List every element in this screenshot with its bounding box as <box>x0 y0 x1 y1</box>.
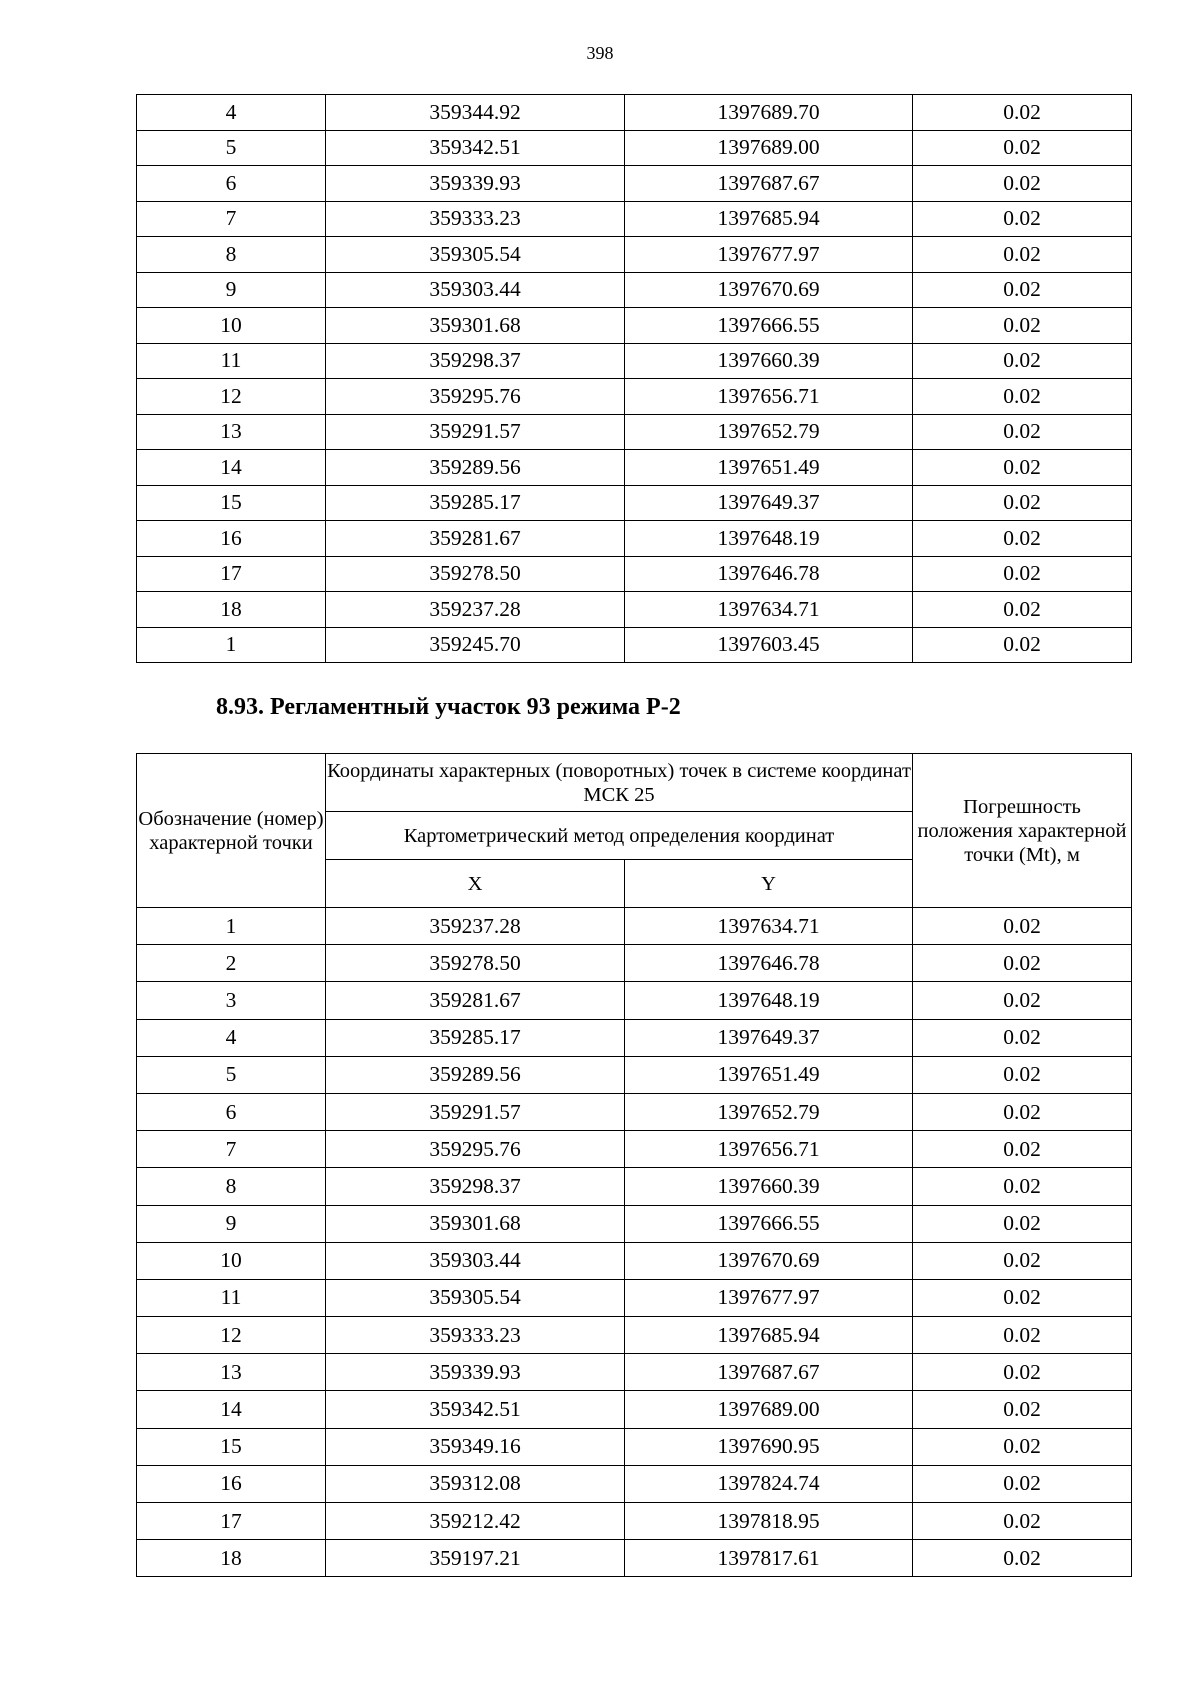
x-coordinate-cell: 359289.56 <box>326 450 625 486</box>
coordinates-table-body <box>137 908 1132 1577</box>
table-row <box>137 1540 1132 1577</box>
point-number-cell: 14 <box>137 1391 326 1428</box>
x-coordinate-cell: 359298.37 <box>326 1168 625 1205</box>
error-cell: 0.02 <box>913 379 1132 415</box>
x-coordinate-cell: 359237.28 <box>326 592 625 628</box>
table-row <box>137 908 1132 945</box>
error-cell: 0.02 <box>913 450 1132 486</box>
y-coordinate-cell: 1397818.95 <box>625 1503 913 1540</box>
page-number: 398 <box>586 43 614 63</box>
y-coordinate-cell: 1397666.55 <box>625 308 913 344</box>
error-cell: 0.02 <box>913 414 1132 450</box>
error-cell: 0.02 <box>913 272 1132 308</box>
table-row <box>137 1354 1132 1391</box>
error-cell: 0.02 <box>913 237 1132 273</box>
error-cell: 0.02 <box>913 1242 1132 1279</box>
x-coordinate-cell: 359212.42 <box>326 1503 625 1540</box>
y-coordinate-cell: 1397652.79 <box>625 1093 913 1130</box>
x-coordinate-cell: 359344.92 <box>326 95 625 131</box>
table-row <box>137 521 1132 557</box>
y-coordinate-cell: 1397649.37 <box>625 485 913 521</box>
table-row <box>137 450 1132 486</box>
y-coordinate-cell: 1397649.37 <box>625 1019 913 1056</box>
error-cell: 0.02 <box>913 1279 1132 1316</box>
y-coordinate-cell: 1397603.45 <box>625 627 913 663</box>
y-coordinate-cell: 1397651.49 <box>625 1056 913 1093</box>
table-row <box>137 1019 1132 1056</box>
x-coordinate-cell: 359333.23 <box>326 201 625 237</box>
point-number-cell: 17 <box>137 556 326 592</box>
point-number-cell: 1 <box>137 627 326 663</box>
x-coordinate-cell: 359333.23 <box>326 1317 625 1354</box>
error-cell: 0.02 <box>913 343 1132 379</box>
x-coordinate-cell: 359303.44 <box>326 1242 625 1279</box>
x-coordinate-cell: 359305.54 <box>326 1279 625 1316</box>
point-number-cell: 18 <box>137 1540 326 1577</box>
x-coordinate-cell: 359301.68 <box>326 308 625 344</box>
x-coordinate-cell: 359339.93 <box>326 166 625 202</box>
point-number-cell: 16 <box>137 1465 326 1502</box>
x-coordinate-cell: 359281.67 <box>326 521 625 557</box>
error-cell: 0.02 <box>913 556 1132 592</box>
error-cell: 0.02 <box>913 1168 1132 1205</box>
table-row <box>137 1093 1132 1130</box>
x-coordinate-cell: 359278.50 <box>326 556 625 592</box>
table-row <box>137 1317 1132 1354</box>
point-number-cell: 7 <box>137 201 326 237</box>
table-row <box>137 95 1132 131</box>
point-number-cell: 11 <box>137 1279 326 1316</box>
point-number-cell: 8 <box>137 1168 326 1205</box>
point-number-cell: 16 <box>137 521 326 557</box>
x-coordinate-cell: 359295.76 <box>326 1131 625 1168</box>
table-row <box>137 343 1132 379</box>
error-cell: 0.02 <box>913 1391 1132 1428</box>
y-coordinate-cell: 1397670.69 <box>625 1242 913 1279</box>
error-cell: 0.02 <box>913 521 1132 557</box>
header-y: Y <box>625 860 913 908</box>
x-coordinate-cell: 359291.57 <box>326 414 625 450</box>
y-coordinate-cell: 1397634.71 <box>625 908 913 945</box>
point-number-cell: 14 <box>137 450 326 486</box>
y-coordinate-cell: 1397660.39 <box>625 343 913 379</box>
x-coordinate-cell: 359339.93 <box>326 1354 625 1391</box>
point-number-cell: 1 <box>137 908 326 945</box>
table-row <box>137 237 1132 273</box>
x-coordinate-cell: 359237.28 <box>326 908 625 945</box>
table-row <box>137 945 1132 982</box>
error-cell: 0.02 <box>913 1540 1132 1577</box>
table-row <box>137 1242 1132 1279</box>
error-cell: 0.02 <box>913 1131 1132 1168</box>
y-coordinate-cell: 1397685.94 <box>625 201 913 237</box>
coordinates-table-continued-body <box>137 95 1132 663</box>
y-coordinate-cell: 1397646.78 <box>625 556 913 592</box>
y-coordinate-cell: 1397656.71 <box>625 1131 913 1168</box>
x-coordinate-cell: 359303.44 <box>326 272 625 308</box>
x-coordinate-cell: 359349.16 <box>326 1428 625 1465</box>
error-cell: 0.02 <box>913 627 1132 663</box>
point-number-cell: 4 <box>137 95 326 131</box>
header-method: Картометрический метод определения координат <box>326 812 913 860</box>
point-number-cell: 13 <box>137 1354 326 1391</box>
y-coordinate-cell: 1397689.00 <box>625 1391 913 1428</box>
table-row <box>137 1279 1132 1316</box>
y-coordinate-cell: 1397689.00 <box>625 130 913 166</box>
y-coordinate-cell: 1397652.79 <box>625 414 913 450</box>
y-coordinate-cell: 1397648.19 <box>625 521 913 557</box>
section-heading: 8.93. Регламентный участок 93 режима Р-2 <box>216 694 681 720</box>
y-coordinate-cell: 1397651.49 <box>625 450 913 486</box>
y-coordinate-cell: 1397690.95 <box>625 1428 913 1465</box>
y-coordinate-cell: 1397677.97 <box>625 237 913 273</box>
x-coordinate-cell: 359312.08 <box>326 1465 625 1502</box>
point-number-cell: 17 <box>137 1503 326 1540</box>
point-number-cell: 7 <box>137 1131 326 1168</box>
error-cell: 0.02 <box>913 308 1132 344</box>
y-coordinate-cell: 1397817.61 <box>625 1540 913 1577</box>
x-coordinate-cell: 359245.70 <box>326 627 625 663</box>
error-cell: 0.02 <box>913 1019 1132 1056</box>
table-row <box>137 1056 1132 1093</box>
header-position-error: Погрешность положения характерной точки (Mt), м <box>913 754 1132 908</box>
error-cell: 0.02 <box>913 1428 1132 1465</box>
point-number-cell: 2 <box>137 945 326 982</box>
point-number-cell: 13 <box>137 414 326 450</box>
error-cell: 0.02 <box>913 130 1132 166</box>
error-cell: 0.02 <box>913 1503 1132 1540</box>
table-row <box>137 272 1132 308</box>
x-coordinate-cell: 359305.54 <box>326 237 625 273</box>
point-number-cell: 10 <box>137 1242 326 1279</box>
table-row <box>137 166 1132 202</box>
x-coordinate-cell: 359285.17 <box>326 1019 625 1056</box>
x-coordinate-cell: 359295.76 <box>326 379 625 415</box>
point-number-cell: 12 <box>137 379 326 415</box>
table-row <box>137 1465 1132 1502</box>
table-row <box>137 1131 1132 1168</box>
error-cell: 0.02 <box>913 95 1132 131</box>
x-coordinate-cell: 359291.57 <box>326 1093 625 1130</box>
table-row <box>137 592 1132 628</box>
table-row <box>137 414 1132 450</box>
x-coordinate-cell: 359289.56 <box>326 1056 625 1093</box>
error-cell: 0.02 <box>913 592 1132 628</box>
table-row <box>137 1168 1132 1205</box>
x-coordinate-cell: 359298.37 <box>326 343 625 379</box>
table-row <box>137 1428 1132 1465</box>
error-cell: 0.02 <box>913 945 1132 982</box>
point-number-cell: 4 <box>137 1019 326 1056</box>
y-coordinate-cell: 1397660.39 <box>625 1168 913 1205</box>
x-coordinate-cell: 359281.67 <box>326 982 625 1019</box>
table-row <box>137 485 1132 521</box>
x-coordinate-cell: 359197.21 <box>326 1540 625 1577</box>
header-x: X <box>326 860 625 908</box>
point-number-cell: 9 <box>137 272 326 308</box>
y-coordinate-cell: 1397677.97 <box>625 1279 913 1316</box>
y-coordinate-cell: 1397634.71 <box>625 592 913 628</box>
error-cell: 0.02 <box>913 1056 1132 1093</box>
point-number-cell: 5 <box>137 1056 326 1093</box>
table-row <box>137 627 1132 663</box>
table-row <box>137 556 1132 592</box>
coordinates-table-header <box>137 754 1132 908</box>
coordinates-table-continued <box>136 94 1132 663</box>
point-number-cell: 6 <box>137 166 326 202</box>
y-coordinate-cell: 1397648.19 <box>625 982 913 1019</box>
point-number-cell: 3 <box>137 982 326 1019</box>
x-coordinate-cell: 359285.17 <box>326 485 625 521</box>
error-cell: 0.02 <box>913 1317 1132 1354</box>
coordinates-table <box>136 753 1132 1577</box>
error-cell: 0.02 <box>913 1465 1132 1502</box>
x-coordinate-cell: 359342.51 <box>326 130 625 166</box>
y-coordinate-cell: 1397656.71 <box>625 379 913 415</box>
point-number-cell: 8 <box>137 237 326 273</box>
point-number-cell: 9 <box>137 1205 326 1242</box>
error-cell: 0.02 <box>913 201 1132 237</box>
point-number-cell: 11 <box>137 343 326 379</box>
y-coordinate-cell: 1397687.67 <box>625 1354 913 1391</box>
error-cell: 0.02 <box>913 1093 1132 1130</box>
point-number-cell: 12 <box>137 1317 326 1354</box>
point-number-cell: 5 <box>137 130 326 166</box>
error-cell: 0.02 <box>913 982 1132 1019</box>
table-row <box>137 201 1132 237</box>
table-row <box>137 308 1132 344</box>
error-cell: 0.02 <box>913 908 1132 945</box>
table-row <box>137 379 1132 415</box>
y-coordinate-cell: 1397646.78 <box>625 945 913 982</box>
header-coordinates-system: Координаты характерных (поворотных) точек в системе координат МСК 25 <box>326 754 913 812</box>
table-row <box>137 1391 1132 1428</box>
point-number-cell: 6 <box>137 1093 326 1130</box>
y-coordinate-cell: 1397687.67 <box>625 166 913 202</box>
y-coordinate-cell: 1397689.70 <box>625 95 913 131</box>
table-row <box>137 130 1132 166</box>
point-number-cell: 18 <box>137 592 326 628</box>
y-coordinate-cell: 1397824.74 <box>625 1465 913 1502</box>
error-cell: 0.02 <box>913 166 1132 202</box>
error-cell: 0.02 <box>913 485 1132 521</box>
x-coordinate-cell: 359278.50 <box>326 945 625 982</box>
x-coordinate-cell: 359301.68 <box>326 1205 625 1242</box>
point-number-cell: 15 <box>137 485 326 521</box>
y-coordinate-cell: 1397666.55 <box>625 1205 913 1242</box>
error-cell: 0.02 <box>913 1205 1132 1242</box>
x-coordinate-cell: 359342.51 <box>326 1391 625 1428</box>
error-cell: 0.02 <box>913 1354 1132 1391</box>
y-coordinate-cell: 1397670.69 <box>625 272 913 308</box>
point-number-cell: 15 <box>137 1428 326 1465</box>
header-point-designation: Обозначение (номер) характерной точки <box>137 754 326 908</box>
table-row <box>137 1205 1132 1242</box>
y-coordinate-cell: 1397685.94 <box>625 1317 913 1354</box>
table-row <box>137 982 1132 1019</box>
table-row <box>137 1503 1132 1540</box>
point-number-cell: 10 <box>137 308 326 344</box>
